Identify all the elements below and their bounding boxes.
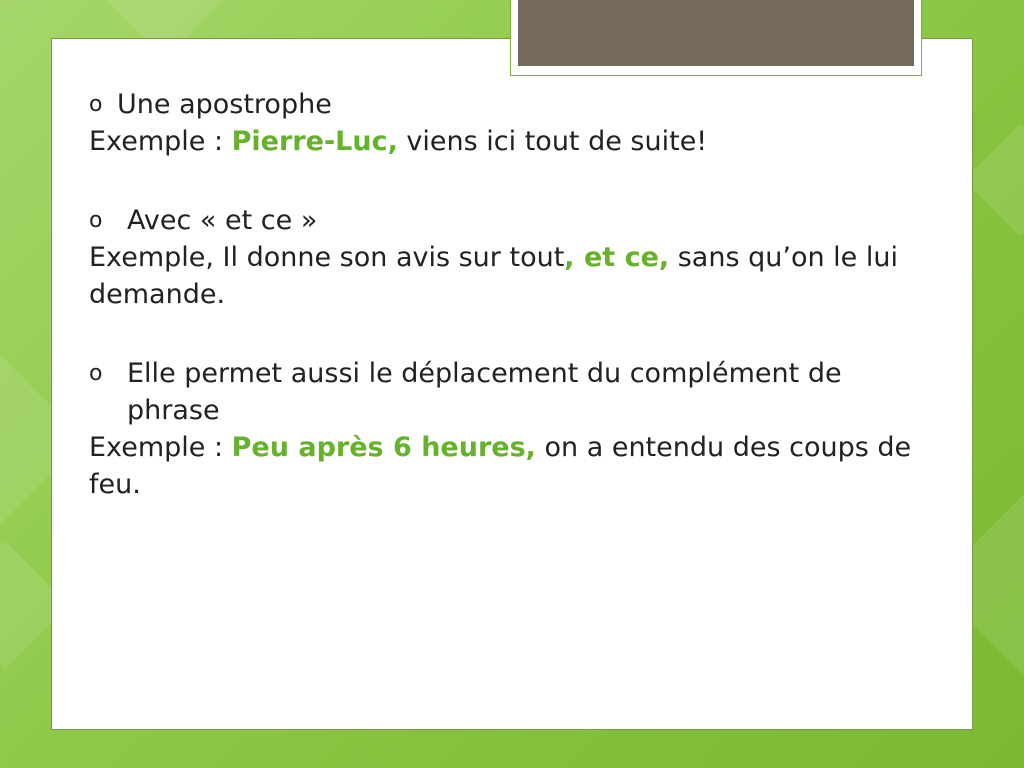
example-prefix: Exemple : [89,126,232,157]
bullet-circle-icon: o [89,208,103,233]
example-suffix: viens ici tout de suite! [397,126,708,157]
title-placeholder-box [518,0,914,66]
heading-text: Avec « et ce » [127,205,318,236]
example-line-2 [89,239,919,313]
example-highlight: , et ce, [564,242,670,273]
example-prefix: Exemple : [89,432,232,463]
example-line-1 [89,123,919,160]
bullet-circle-icon: o [89,92,103,117]
slide-body [89,86,919,503]
section-heading-2 [89,202,919,239]
bullet-circle-icon: o [89,361,103,386]
example-suffix: sans qu’on le lui demande. [89,242,898,310]
example-prefix: Exemple, Il donne son avis sur tout [89,242,565,273]
heading-text: Une apostrophe [117,89,332,120]
example-line-3 [89,429,919,503]
heading-text: Elle permet aussi le déplacement du complément de phrase [127,358,842,426]
section-heading-1 [89,86,919,123]
example-highlight: Pierre-Luc, [231,126,398,157]
section-heading-3 [89,355,919,429]
example-highlight: Peu après 6 heures, [231,432,536,463]
title-placeholder-frame [510,0,922,76]
example-suffix: on a entendu des coups de feu. [89,432,912,500]
